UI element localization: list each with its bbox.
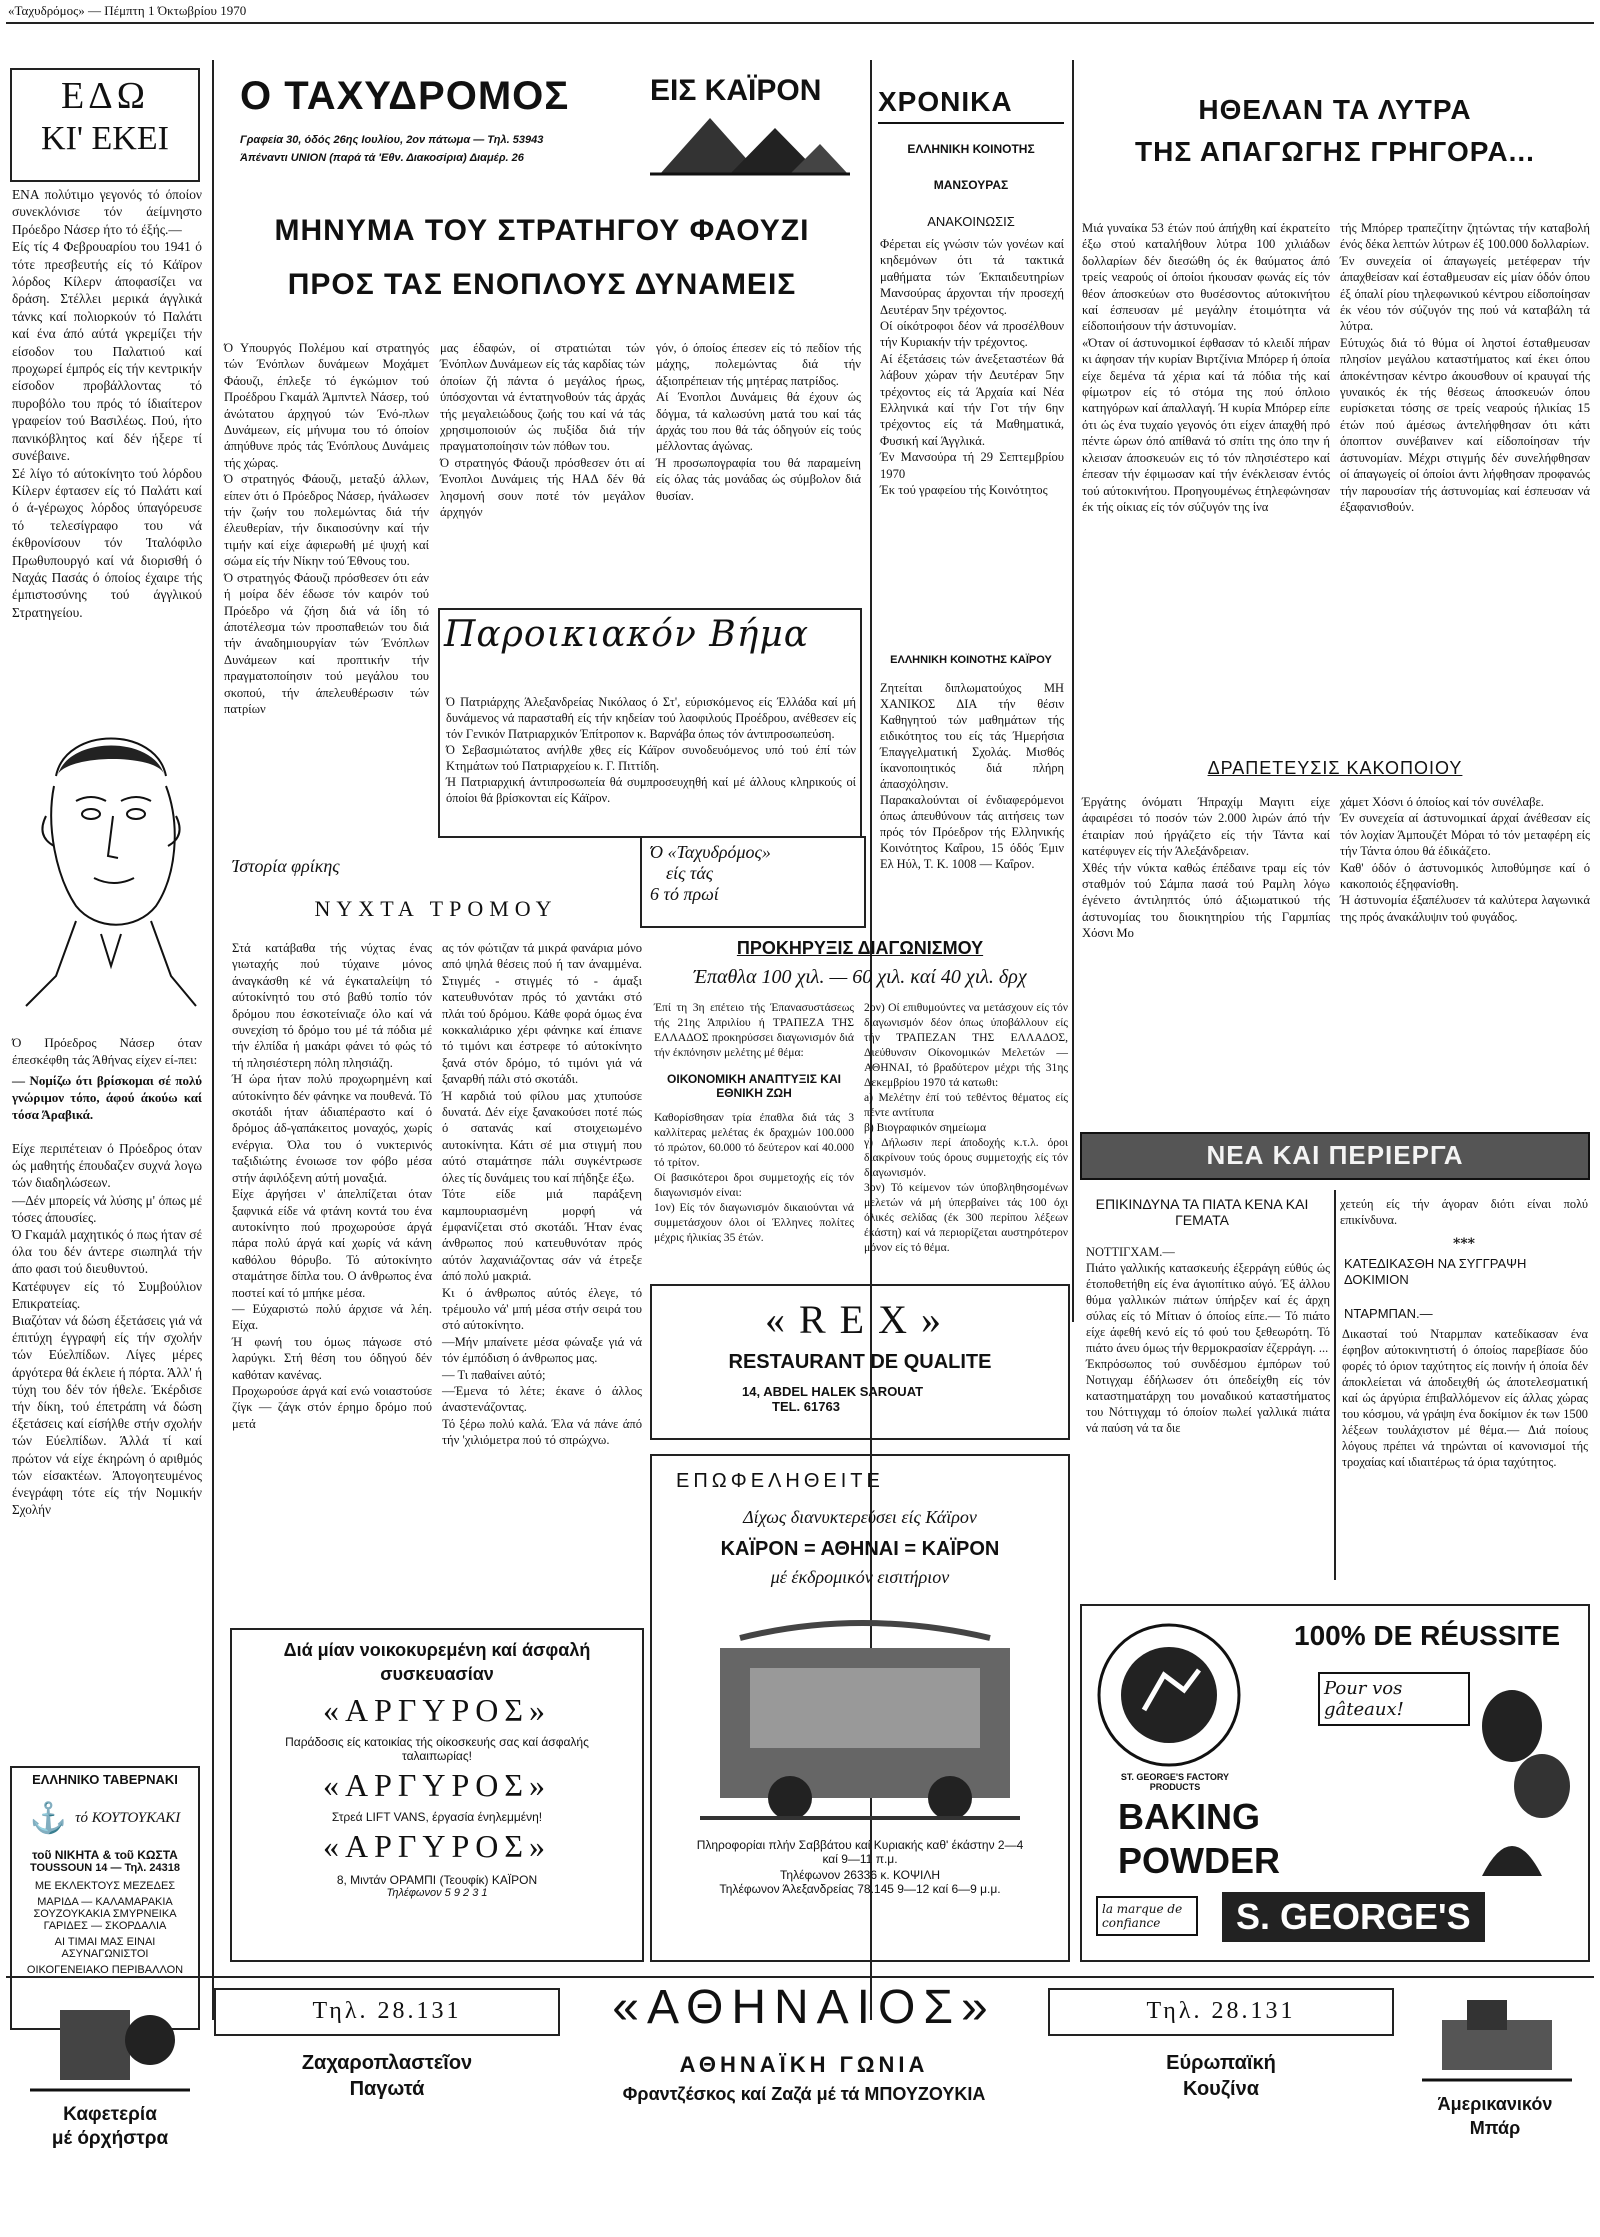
argyros-phone: Τηλέφωνον 5 9 2 3 1 — [386, 1887, 488, 1899]
footer-mid-left-2: Παγωτά — [349, 2078, 425, 2100]
agogh-col-b: τής Μπόρερ τραπεζίτην ζητώντας τήν καταβολή ένός δέκα λεπτών λύτρων έξ 100.000 δολλαρίων. Έν συνεχεία οί άπαγωγείς μετέφεραν τήν άπαχθείσαν καί έσταθμευσαν είς μίαν όδόν όπου έξ όπαλί ρίου τηλεφωνικού κέντρου είδοποίησαν έκ νέου τόν σύζυγόν της πού νά καταβάλη τά λύτρα. Εύτυχώς διά τό θύμα οί ληστοί έσταθμευσαν πλησίον μεγάλου καταστήματος καί έκει όπου άποκέντησαν κέντρο άκουσθουν οί κραυγαί τής γυναικός έκ τής θέσεως άποσκευών όπου ευρίσκεται τόσης σε τρείς νεαρούς ήλικίας 15 έτών πού άμέσως άντελήφθησαν ότι κάτι όποπτον συνέβαινεν καί είδοποίησαν τήν άστυνομίαν. Μέχρι στιγμής δέν συνελήφθησαν οί άπαγωγείς οί όποίοι άντι λήφθησαν προφανώς τήν παρουσίαν τής άστυνομίας καί έσπευσαν νά έξαφανισθούν. — [1340, 221, 1590, 514]
george-ad — [1080, 1604, 1590, 1962]
running-head: «Ταχυδρόμος» — Πέμπτη 1 Όκτωβρίου 1970 — [8, 3, 247, 18]
epofelithite-title: ΕΠΩΦΕΛΗΘΕΙΤΕ — [676, 1470, 884, 1492]
xronika-sub-4: ΕΛΛΗΝΙΚΗ ΚΟΙΝΟΤΗΣ ΚΑΪΡΟΥ — [890, 654, 1052, 666]
car-illustration — [680, 1608, 1040, 1828]
footer-sub-1: ΑΘΗΝΑΪΚΗ ΓΩΝΙΑ — [679, 2052, 929, 2077]
agogh-col-a: Μιά γυναίκα 53 έτών πού άπήχθη καί έκρατείτο έξω στού καταλήθουν λύτρα 100 χιλιάδων δολλαρίων δέν διεσώθη ός έκ θαύματος άπό τρείς νεαρούς οί όποίοι ήκουσαν φωνάς είς τόν θέον άποσκεύων στο θυσέσοντος αύτοκινήτου καί έσπευσαν μέ μεγάλην έτοιμότητα νά είδοποιήσουν τήν άστυνομίαν. «Όταν οί άστυνομικοί έφθασαν τό κλειδί πήραν κι άφησαν τήν κυρίαν Βιρτζίνια Μπόρερ ή όποία είχε δεμένα τά χέρια καί τά πόδια τής καί φίμωτρον είς τό στόμα της πού όπλοιο κατηγόρων καί άπαλλαγή. Ή κυρία Μπόρερ είπε ότι ώς ένα τυχαίο γεγονός ότι είχεν άπαχθή πρό πέντε ώρων όπό απίθανά τό σπίτι της όπο την ή κλεισαν άποσκευών εις τό τόν πλησιέστερο καί έπεσαν τήν έφιμωσαν καί τήν ένέκλεισαν έντός τού αύτοκινήτου. Προηγουμένως έτηλεφώνησαν έκ τής οίκιας είς τόν σύζυγόν της ίνα — [1082, 221, 1330, 514]
main-col-b: μας έδαφών, οί στρατιώται τών Ένόπλων Δυνάμεων είς τάς καρδίας τών όποίων ζή πάντα ό μεγάλος ήρως, ύπόσχονται νά έντατηνοθούν τάς άρχάς τής μεγαλειώδους ζωής του καί νά τάς χρησιμοποιούν ώς πυξίδα διά τήν πραγματοποίησιν τών πόθων του. Ό στρατηγός Φάουζι πρόσθεσεν ότι αί Ένοπλοι Δυνάμεις τής ΗΑΔ δέν θά λησμονή σουν ποτέ τόν μεγάλον άρχηγόν — [440, 341, 645, 520]
argyros-brand-1: «ΑΡΓΥΡΟΣ» — [322, 1692, 552, 1728]
epofelithite-info-2: Τηλέφωνον 26336 κ. ΚΟΨΙΛΗ — [779, 1868, 940, 1882]
paroikiakon-title: Παροικιακόν Βήμα — [444, 614, 810, 655]
istoria-col-b: ας τόν φώτιζαν τά μικρά φανάρια μόνο από ψηλά θέσεις πού ή ταν άναμμένα. Στιγμές - στιγμές τό - άμαξι κατευθυνόταν πρός τό χαντάκι στό πλάι τού δρόμου. Κάθε φορά όμως ένα κοκκαλιάρικο χέρι φάνηκε καί έπιανε τό τιμόνι και έστρεφε τό αύτοκίνητο ξανά στόν δρόμο, τό τιμόνι γιά νά ξαναρθή πάλι στό σκοτάδι. Ή καρδιά τού φίλου μας χτυπούσε δυνατά. Δέν είχε ξανακούσει ποτέ πώς ό σατανάς καί στοιχειωμένο αυτοκίνητα. Κάτι σέ μια στιγμή που αύτό σταμάτησε πάλι συγκέντρωσε όλες τίς δυνάμεις του καί πήδηξε έξω. Τότε είδε μιά παράξενη καμπουριασμένη μορφή νά έμφανίζεται στό σκοτάδι. Ήταν ένας άνθρωπος πού κατευθυνόταν πρός αύτόν λαχανιάζοντας σάν νά έτρεξε άπό πολύ μακριά. Κι ό άνθρωπος αύτός έλεγε, τό τρέμουλο νά' μπή μέσα στήν σειρά του στό αύτοκίνητο. —Μήν μπαίνετε μέσα φώναξε γιά νά τόν έμπόδιση ό άνθρωπος μας. — Τι παθαίνει αύτό; —Έμενα τό λέτε; έκανε ό άλλος άναστενάζοντας. Τό ξέρω πολύ καλά. Έλα νά πάνε άπό τήν 'χιλιόμετρα πού τό σπρώχνω. — [442, 941, 642, 1448]
footer-main-title: «ΑΘΗΝΑΙΟΣ» — [612, 1981, 996, 2034]
diagonismos-col-a-head: ΟΙΚΟΝΟΜΙΚΗ ΑΝΑΠΤΥΞΙΣ ΚΑΙ ΕΘΝΙΚΗ ΖΩΗ — [667, 1072, 841, 1100]
george-product-1: BAKING — [1118, 1796, 1260, 1837]
nea-rule — [1334, 1190, 1336, 1580]
epofelithite-info-1: Πληροφορίαι πλήν Σαββάτου καί Κυριακής καθ' έκάστην 2—4 καί 9—11 π.μ. — [696, 1838, 1024, 1866]
argyros-line-1: Διά μίαν νοικοκυρεμένη καί άσφαλή συσκευασίαν — [283, 1640, 591, 1684]
masthead-address: Γραφεία 30, όδός 26ης Ιουλίου, 2ον πάτωμα — Τηλ. 53943 — [240, 134, 544, 146]
otax-line-3: 6 τό πρωί — [650, 884, 719, 904]
george-tag: la marque de confiance — [1096, 1896, 1198, 1936]
portrait-quote: — Νομίζω ότι βρίσκομαι σέ πολύ γνώριμον τόπο, άφού άκούω καί τόσα Άραβικά. — [12, 1073, 202, 1122]
xronika-body: Φέρεται είς γνώσιν τών γονέων καί κηδεμόνων ότι τά τακτικά μαθήματα τών Έκπαιδευτηρίων Μανσούρας άρχονται τήν προσεχή Δευτέραν 5ην τρέχοντος. Οί οίκότροφοι δέον νά προσέλθουν τήν Κυριακήν τήν τρέχοντος. Αί έξετάσεις τών άνεξεταστέων θά λάβουν χώραν τήν Δευτέραν 5ην τρέχοντος είς τά Άρχαία καί Νέα Ελληνικά καί τήν Γοτ τήν 6ην τρέχοντος είς τά Μαθηματικά, Φυσική καί Άγγλικά. Έν Μανσούρα τή 29 Σεπτεμβρίου 1970 Έκ τού γραφείου τής Κοινότητος — [880, 237, 1064, 498]
nea-sec3-place: ΝΤΑΡΜΠΑΝ.— — [1344, 1306, 1433, 1321]
footer-mid-right-1: Εύρωπαϊκή — [1166, 2052, 1276, 2074]
taverna-line-4: ΟΙΚΟΓΕΝΕΙΑΚΟ ΠΕΡΙΒΑΛΛΟΝ — [26, 1964, 184, 1976]
footer-tel-right-box — [1048, 1988, 1394, 2036]
pyramids-illustration — [650, 110, 850, 176]
footer-left-1: Καφετερία — [63, 2104, 157, 2125]
xronika-sub-2: ΜΑΝΣΟΥΡΑΣ — [933, 178, 1009, 192]
george-badge: ST. GEORGE'S FACTORY PRODUCTS — [1120, 1772, 1230, 1792]
masthead — [230, 66, 850, 176]
taverna-owner: τοῦ ΝΙΚΗΤΑ & τοῦ ΚΩΣΤΑ — [32, 1848, 178, 1862]
taverna-line-1: ΜΕ ΕΚΛΕΚΤΟΥΣ ΜΕΖΕΔΕΣ — [34, 1880, 176, 1892]
main-headline-1: ΜΗΝΥΜΑ ΤΟΥ ΣΤΡΑΤΗΓΟΥ ΦΑΟΥΖΙ — [274, 214, 810, 247]
ki-ekei-heading: ΚΙ' ΕΚΕΙ — [41, 120, 169, 157]
anchor-icon: ⚓ — [29, 1801, 68, 1836]
istoria-title: ΝΥΧΤΑ ΤΡΟΜΟΥ — [314, 896, 558, 921]
argyros-address: 8, Μιντάν ΟΡΑΜΠΙ (Τεουφίκ) ΚΑΪΡΟΝ — [336, 1873, 538, 1887]
argyros-line-3: Στρεά LIFT VANS, έργασία ένηλεμμένη! — [331, 1810, 543, 1824]
masthead-subtitle: ΕΙΣ ΚΑΪΡΟΝ — [650, 74, 822, 107]
george-product-2: POWDER — [1118, 1840, 1280, 1881]
paroikiakon-body: Ό Πατριάρχης Άλεξανδρείας Νικόλαος ό Στ', εύρισκόμενος είς Έλλάδα καί μή δυνάμενος νά παρασταθή είς τήν κηδείαν τού λαοφιλούς Προέδρου, ανέθεσεν είς τόν Γενικόν Πατριαρχικόν Έπίτροπον κ. Βαρνάβα όπως τόν άντιπροσωπεύση. Ό Σεβασμιώτατος ανήλθε χθες είς Κάϊρον συνοδευόμενος υπό τού έπί τών Κτημάτων τού Πατριαρχείου κ. Γ. Πιττίδη. Ή Πατριαρχική άντιπροσωπεία θά συμπροσευχηθή καί μέ άλλους κληρικούς οί όποίοι θά βρίσκονται είς Κάϊρον. — [446, 695, 856, 805]
portrait-caption: Ό Πρόεδρος Νάσερ όταν έπεσκέφθη τάς Άθήνας είχεν εί-πει: — [12, 1035, 202, 1067]
otax-line-2: είς τάς — [666, 863, 714, 883]
drapeteusis-col-b: χάμετ Χόσνι ό όποίος καί τόν συνέλαβε. Έν συνεχεία αί άστυνομικαί άρχαί άνέθεσαν είς τόν λοχίαν Άμπουζέτ Μόραι τό τόν μεταφέρη είς τήν Τάντα όπου θά έδικάζετο. Καθ' όδόν ό άστυνομικός λιποθύμησε καί ό κακοποιός έξηφανίσθη. Ή άστυνομία έξαπέλυσεν τά καλύτερα λαγωνικά της πρός άνακάλυψιν τού φυγάδος. — [1340, 795, 1590, 924]
nea-sec1-title: ΕΠΙΚΙΝΔΥΝΑ ΤΑ ΠΙΑΤΑ ΚΕΝΑ ΚΑΙ ΓΕΜΑΤΑ — [1095, 1196, 1309, 1228]
nea-sec3-title: ΚΑΤΕΔΙΚΑΣΘΗ ΝΑ ΣΥΓΓΡΑΨΗ ΔΟΚΙΜΙΟΝ — [1344, 1256, 1527, 1287]
rex-line-3: TEL. 61763 — [772, 1399, 840, 1414]
epofelithite-line-3: μέ έκδρομικόν εισιτήριον — [770, 1567, 950, 1587]
rex-line-2: 14, ABDEL HALEK SAROUAT — [742, 1384, 924, 1399]
masthead-title: Ο ΤΑΧΥΔΡΟΜΟΣ — [240, 74, 570, 118]
footer-rule — [6, 1976, 1594, 1978]
rex-brand: «REX» — [765, 1297, 955, 1342]
edo-heading: ΕΔΩ — [61, 75, 149, 117]
rex-ad — [650, 1284, 1070, 1440]
agogh-title-2: ΤΗΣ ΑΠΑΓΩΓΗΣ ΓΡΗΓΟΡΑ... — [1135, 136, 1535, 167]
diagonismos-subtitle: Έπαθλα 100 χιλ. — 60 χιλ. καί 40 χιλ. δρχ — [693, 966, 1027, 988]
taverna-brand: τό ΚΟΥΤΟΥΚΑΚΙ — [75, 1810, 181, 1826]
drapeteusis-col-a: Έργάτης όνόματι Ήπραχίμ Μαγιτι είχε άφαιρέσει τό ποσόν τών 2.000 λιρών άπό τήν έταιρίαν πού ήργάζετο είς τήν Τάντα καί κατέφυγεν είς τήν Άλεξάνδρειαν. Χθές τήν νύκτα καθώς έπέδαινε τραμ είς τόν σταθμόν τού Σάμπα πασά τού Ραμλη λόγω έγένετο άντιληπτός ύπό άξιωματικού τής άστυνομίας του διοικητηρίου τής Γαρμπίας Χόσνι Μο — [1082, 795, 1330, 941]
nea-banner — [1080, 1132, 1590, 1180]
col1-article: ΕΝΑ πολύτιμο γεγονός τό όποίον συνεκλόνισε τόν άείμνηστο Πρόεδρο Νάσερ ήτο τό έξής.— Είς τίς 4 Φεβρουαρίου του 1941 ό τότε πρεσβευτής είς τό Κάϊρον λόρδος Κίλερν άποφασίζει να δράση. Στέλλει μερικά άγγλικά τάνκς καί πολιορκούν τό Παλάτι καί ένα άπό αύτά γκρεμίζει τήν είσοδον του Παλατιού καί προχωρεί έμπρός είς τήν κεντρικήν είσοδον προβάλλοντας τό πυροβόλο του πρός τό ίδιαίτερον γραφείον τού Βασιλέως. Πού, ήτο πανικόβλητος καί δέν ήξερε τί συνέβαινε. Σέ λίγο τό αύτοκίνητο τού λόρδου Κίλερν έφτασεν είς τό Παλάτι καί ό ά-γέρωχος λόρδος ύπαγόρευσε τό τελεσίγραφο του νά έκθρονίσουν τόν Ίταλόφιλο Πρωθυπουργό καί νά διορισθή ό Ναχάς Πασάς ό όποίος έχαιρε τής έμπιστοσύνης τού άγγλικού Στρατηγείου. — [12, 187, 202, 620]
taverna-title: ΕΛΛΗΝΙΚΟ ΤΑΒΕΡΝΑΚΙ — [32, 1772, 178, 1787]
footer-left-illustration — [20, 1990, 200, 2100]
women-illustration — [1462, 1676, 1582, 1876]
nea-banner-text: ΝΕΑ ΚΑΙ ΠΕΡΙΕΡΓΑ — [1206, 1140, 1464, 1170]
col1-article-2: Είχε περιπέτειαν ό Πρόεδρος όταν ώς μαθητής έπουδαζεν συχνά λογω τών διαδηλώσεων. —Δέν μπορείς νά λύσης μ' όπως μέ τόσες άπουσίες. Ό Γκαμάλ μαχητικός ό πως ήταν σέ όλα του δέν άντερε σιωπηλά τήν άπο φασι τού διευθυντού. Κατέφυγεν είς τό Συμβούλιον Επικρατείας. Βιαζόταν νά δώση έξετάσεις γιά νά έπιτύχη έγγραφή είς τήν σχολήν τών Εύελπίδων. Λίγες μέρες άργότερα θά έκλειε ή πόρτα. Άλλ' ή τύχη του δέν τόν ήθελε. Έκέρδισε τήν δίκη, τού έπετράπη νά δώση έξετάσεις καί είσήλθε στήν σχολήν τών Εύελπίδων. Άλλά τί καί πρώτον νά είχε έκηρώνη ό αριθμός τών είσακτέων. Άπογοητευμένος ένεγράφη τότε είς τήν Νομικήν Σχολήν — [12, 1141, 202, 1518]
istoria-col-a: Στά κατάβαθα τής νύχτας ένας γιωταχής πού τύχαινε μόνος άναγκάσθη κέ νά έγκαταλείψη τό αύτοκίνητό του στό βαθύ τοπίο τόν δρόμου που έσκοτείνιαζε όλο καί νά συνεχίση τό δρόμο του μέ τά πόδια μέ τήν έλπίδα ή μακάρι φάνει τό φώς τό τή πλησιέστερη πόλη πλησιάζη. Ή ώρα ήταν πολύ προχωρημένη καί αύτοκίνητο δέν φάνηκε να πουθενά. Τό σκοτάδι ήταν άδιαπέραστο καί ό δρόμος άδ-γαπάκειτος μοναχός, χωρίς ενέργια. Όλα του ό νυκτερινός ταξιδιώτης ένοιωσε τον φόβο μέσα στήν άφιλόξενη αύτή μοναξιά. Είχε άργήσει ν' άπελπίζεται όταν ξαφνικά είδε νά φτάνη κοντά του ένα αυτοκίνητο πού προχωρούσε άργά πάρα πολύ άργά καί χωρίς νά κάνη καθόλου θόρυβο. Τό αύτοκίνητο σταμάτησε δίπλα του. Ο άνθρωπος ένα ποστεί καί τό μπήκε μέσα. — Εύχαριστώ πολύ άρχισε νά λέη. Είχα. Ή φωνή του όμως πάγωσε στό λαρύγκι. Στή θέση του όδηγού δέν καθόταν κανένας. Προχωρούσε άργά καί ενώ νοιαστούσε ζίγκ — ζάγκ στόν έρημο δρόμο πού μετά — [232, 941, 432, 1431]
footer-right-illustration — [1412, 1990, 1582, 2090]
otax-line-1: Ό «Ταχυδρόμος» — [650, 842, 771, 862]
taverna-line-3: ΑΙ ΤΙΜΑΙ ΜΑΣ ΕΙΝΑΙ ΑΣΥΝΑΓΩΝΙΣΤΟΙ — [54, 1936, 156, 1960]
george-brand: S. GEORGE'S — [1222, 1892, 1485, 1942]
top-rule — [6, 22, 1594, 24]
col-rule-1 — [212, 60, 214, 2020]
footer-sub-2: Φραντζέσκος καί Ζαζά μέ τά ΜΠΟΥΖΟΥΚΙΑ — [622, 2084, 986, 2104]
george-script: Pour vos gâteaux! — [1318, 1672, 1470, 1726]
xronika-body-2: Ζητείται διπλωματούχος ΜΗ ΧΑΝΙΚΟΣ ΔΙΑ τήν θέσιν Καθηγητού τών μαθημάτων τής ειδικότητος του είς τάς Ήμερήσια Έπαγγελματική Σχολάς. Μισθός ίκανοποιητικός διά πλήρη άπασχόλησιν. Παρακαλούνται οί ένδιαφερόμενοι όπως άπευθύνουν τάς αιτήσεις των πρός τόν Πρόεδρον τής Ελληνικής Κοινότητος Καΐρου, 15 όδός Έμιν Ελ Ηύλ, Τ. Κ. 1008 — Καΐρον. — [880, 681, 1064, 871]
rex-line-1: RESTAURANT DE QUALITE — [728, 1351, 992, 1373]
drapeteusis-title: ΔΡΑΠΕΤΕΥΣΙΣ ΚΑΚΟΠΟΙΟΥ — [1207, 758, 1463, 778]
diagonismos-col-b: 2ον) Οί επιθυμούντες να μετάσχουν είς τόν διαγωνισμόν δέον όπως ύποβάλλουν είς τήν ΤΡΑΠΕΖΑΝ ΤΗΣ ΕΛΛΑΔΟΣ, Διεύθυνσιν Οίκονομικών Μελετών — ΑΘΗΝΑΙ, τό βραδύτερον μέχρι τής 31ης Δεκεμβρίου 1970 τά κατωθι: a) Μελέτην έπί τού τεθέντος θέματος είς πέντε αντίτυπα β) Βιογραφικόν σημείωμα γ) Δήλωσιν περί άποδοχής κ.τ.λ. όροι διακρίνουν τούς όρους συμμετοχής είς τόν διαγωνισμόν. 3ον) Τό κείμενον τών ύποβληθησομένων μελετών νά μή ύπερβαίνει τάς 100 όχι όλικές σελίδας (έκ 300 περίπου λέξεων έκάστη) καί νά περιορίζεται αυστηρότερον μόνον είς τό θέμα. — [864, 1001, 1068, 1254]
nea-sec3-body: Δικασταί τού Νταρμπαν κατεδίκασαν ένα έφηβον αύτοκινητιστή ό όποίος παρεβίασε δύο φορές τό όριον ταχύτητος είς ποινήν ή όποία δέν άποκλείεται νά άποδειχθή ώς άποτελεσματική καί ώς άργύρια έπιβαλλόμενον είς άλλας χώρας του κόσμου, νά γράψη ένα δοκίμιον έκ των 1500 λέξεων τουλάχιστον μέ θέμα.— Διά ποίους λόγους πρέπει νά τηρώνται οί κανονισμοί τής τροχαίας καί ιδιαιτέρως τά όρια ταχύτητος. — [1342, 1327, 1588, 1469]
diagonismos-col-a-2: Καθορίσθησαν τρία έπαθλα διά τάς 3 καλλίτερας μελέτας έκ δραχμών 100.000 τό πρώτον, 60.000 τό δεύτερον καί 40.000 τό τρίτον. Οί βασικότεροι δροι συμμετοχής είς τόν διαγωνισμόν είναι: 1ον) Είς τόν διαγωνισμόν δικαιούνται νά συμμετάσχουν όλοι οί Έλληνες πολίτες μέχρις ήλικίας 35 έτών. — [654, 1111, 854, 1244]
argyros-ad — [230, 1628, 644, 1962]
nea-stars: *** — [1453, 1236, 1475, 1252]
xronika-title: ΧΡΟΝΙΚΑ — [878, 86, 1013, 117]
nea-sec2-body: χετεύη είς τήν άγοραν διότι είναι πολύ επικίνδυνα. — [1340, 1197, 1588, 1227]
edo-ki-ekei-box — [10, 68, 200, 182]
argyros-brand-3: «ΑΡΓΥΡΟΣ» — [322, 1828, 552, 1864]
argyros-line-2: Παράδοσις είς κατοικίας τής οίκοσκευής σας καί άσφαλής ταλαιπωρίας! — [285, 1735, 589, 1763]
epofelithite-info-3: Τηλέφωνον Άλεξανδρείας 78.145 9—12 καί 6—9 μ.μ. — [719, 1882, 1001, 1896]
diagonismos-col-a: Έπί τη 3η επέτειο τής Έπανασυστάσεως τής 21ης Άπριλίου ή ΤΡΑΠΕΖΑ ΤΗΣ ΕΛΛΑΔΟΣ προκηρύσσει διαγωνισμόν διά τήν έκπόνησιν μελέτης μέ θέμα: — [654, 1001, 854, 1059]
footer-mid-right-2: Κουζίνα — [1182, 2078, 1260, 2100]
george-badge-icon — [1094, 1620, 1244, 1770]
george-headline: 100% DE RÉUSSITE — [1294, 1620, 1561, 1651]
footer-tel-left-box — [214, 1988, 560, 2036]
main-col-c: γόν, ό όποίος έπεσεν είς τό πεδίον τής μάχης, πολεμώντας διά τήν άξιοπρέπειαν τής μητέρας πατρίδος. Αί Ένοπλοι Δυνάμεις θά έχουν ώς δόγμα, τά καλωσύνη ματά του καί τάς άρχάς του που θά τάς όδηγούν είς τούς μέλλοντας άγώνας. Ή προσωπογραφία του θά παραμείνη είς όλας τάς μονάδας ώς σύμβολον διά θυσίαν. — [656, 341, 861, 503]
taverna-address: TOUSSOUN 14 — Τηλ. 24318 — [30, 1862, 180, 1874]
epofelithite-line-2: ΚΑΪΡΟΝ = ΑΘΗΝΑΙ = ΚΑΪΡΟΝ — [720, 1538, 1000, 1560]
nasser-portrait — [16, 706, 202, 1006]
xronika-title-box — [878, 86, 1064, 124]
footer-mid-left-1: Ζαχαροπλαστεῖον — [301, 2052, 473, 2074]
taverna-line-2: ΜΑΡΙΔΑ — ΚΑΛΑΜΑΡΑΚΙΑ ΣΟΥΖΟΥΚΑΚΙΑ ΣΜΥΡΝΕΙΚΑ ΓΑΡΙΔΕΣ — ΣΚΟΡΔΑΛΙΑ — [33, 1896, 177, 1932]
footer-tel-right: Τηλ. 28.131 — [1146, 1998, 1296, 2024]
nea-sec1-body: ΝΟΤΤΙΓΧΑΜ.— Πιάτο γαλλικής κατασκευής έξερράγη εύθύς ώς έτοποθετήθη είς ένα άγιοπίτικο αύγό. Έξ άλλου θύμα γαλλικών πιάτων ύπήρξεν καί ές άρχη σύλας είς τό Μίτιαν ό όποίος είπε.— Τό πιάτο είχε άφεθή κενό είς τό φού του ξεθεωρότη. Τό πιάτο άνευ όμως τήν θερμοκρασίαν έζερράγη. ... Έκπρόσωπος τού συνδέσμου έμπόρων τού Νοτιγχαμ έδήλωσεν ότι όπεδείχθη είς τόν καταστηματάρχη του μοναδικού καταστήματος του Νόττιγχαμ τό όποίον πωλεί γαλλικά πιάτα νά παύση νά τα διε — [1086, 1245, 1330, 1435]
masthead-address-2: Άπέναντι UNION (παρά τά 'Εθν. Διακοσίρια) Διαμέρ. 26 — [240, 152, 524, 164]
main-col-a: Ό Υπουργός Πολέμου καί στρατηγός τών Ένόπλων δυνάμεων Μοχάμετ Φάουζι, έπλεξε τό έγκώμιον τού Προέδρου Γκαμάλ Άμπντελ Νάσερ, τού άνώτατου άρχηγού τών Ένό-πλων Δυνάμεων, είς μήνυμα του τό όποίον άπηύθυνε πρός τάς Ένόπλους Δυνάμεις τής χώρας. Ό στρατηγός Φάουζι, μεταξύ άλλων, είπεν ότι ό Πρόεδρος Νάσερ, ήνάλωσεν τήν ζωήν του πολεμώντας διά τήν έλευθερίαν, τήν δικαιοσύνην καί τήν τιμήν καί είχε άφιερωθή μέ ψυχή καί σώμα είς τήν Νίκην τού Έθνους του. Ό στρατηγός Φάουζι πρόσθεσεν ότι εάν ή μοίρα δέν έδωσε τόν καιρόν τού Πρόεδρο νά ζήση διά νά ίδη τό άποτέλεσμα τών προσπαθειών του διά τήν άναδημιουργίαν τών Ένόπλων Δυνάμεων καί προπτικήν τήν πραγματοποίησιν τού μεγάλου του σκοπού, τήν άπελευθέρωσιν τών πατρίων — [224, 341, 429, 716]
argyros-brand-2: «ΑΡΓΥΡΟΣ» — [322, 1767, 552, 1803]
epofelithite-ad — [650, 1454, 1070, 1962]
otax-box — [640, 836, 866, 928]
epofelithite-line-1: Δίχως διανυκτερεύσει είς Κάϊρον — [743, 1507, 977, 1527]
col-rule-3 — [1072, 60, 1074, 1322]
footer-tel-left: Τηλ. 28.131 — [312, 1998, 462, 2024]
xronika-sub-3: ΑΝΑΚΟΙΝΩΣΙΣ — [927, 214, 1015, 229]
footer-right-2: Μπάρ — [1469, 2118, 1521, 2138]
footer-right-1: Άμερικανικόν — [1437, 2094, 1553, 2114]
diagonismos-title: ΠΡΟΚΗΡΥΞΙΣ ΔΙΑΓΩΝΙΣΜΟΥ — [736, 938, 984, 958]
agogh-title-1: ΗΘΕΛΑΝ ΤΑ ΛΥΤΡΑ — [1198, 94, 1472, 125]
xronika-sub-1: ΕΛΛΗΝΙΚΗ ΚΟΙΝΟΤΗΣ — [907, 142, 1035, 156]
main-headline-2: ΠΡΟΣ ΤΑΣ ΕΝΟΠΛΟΥΣ ΔΥΝΑΜΕΙΣ — [287, 268, 797, 301]
istoria-kicker: Ίστορία φρίκης — [232, 856, 340, 876]
footer-left-2: μέ όρχήστρα — [51, 2128, 169, 2149]
